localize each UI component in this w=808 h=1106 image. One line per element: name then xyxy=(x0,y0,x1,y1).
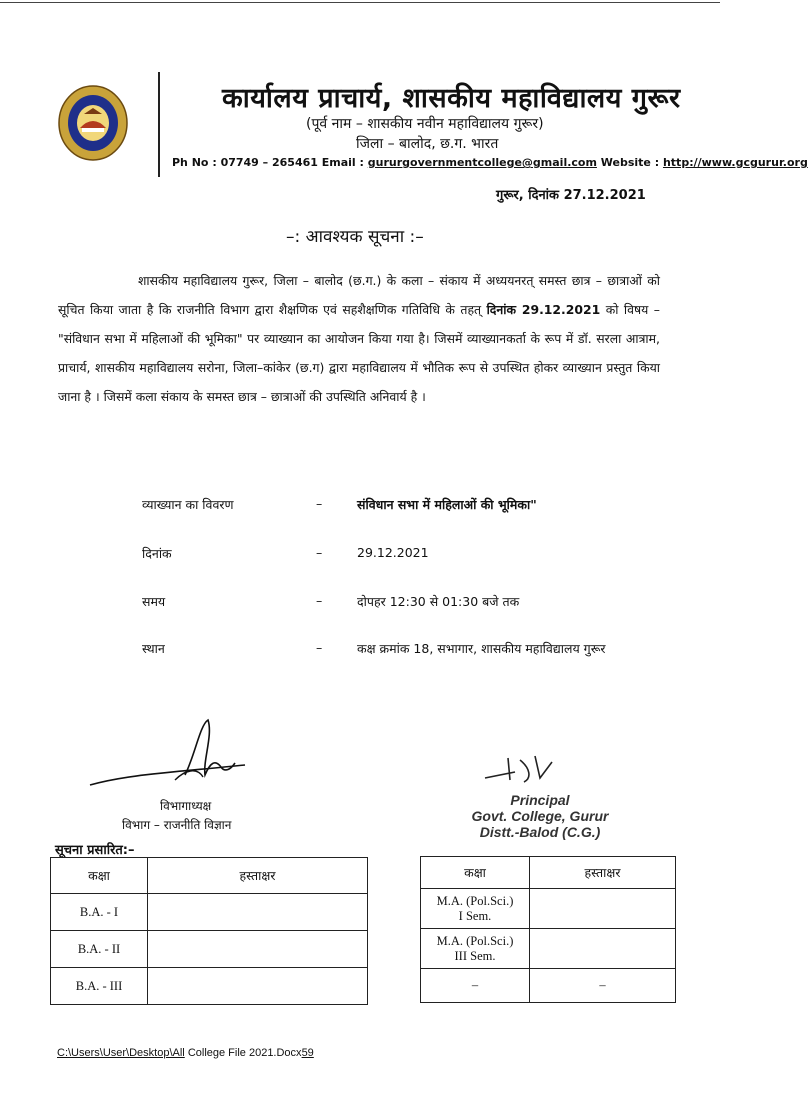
file-name: College File 2021.Docx xyxy=(184,1047,302,1059)
phone-label: Ph No : xyxy=(172,156,217,169)
detail-dash: – xyxy=(316,545,323,560)
detail-label: स्थान xyxy=(142,641,165,656)
detail-dash: – xyxy=(316,640,323,655)
class-cell: M.A. (Pol.Sci.) I Sem. xyxy=(421,889,530,929)
class-cell: B.A. - II xyxy=(51,931,148,968)
header-signature: हस्ताक्षर xyxy=(148,858,368,894)
hod-signature xyxy=(85,715,255,795)
file-path[interactable]: C:\Users\User\Desktop\All xyxy=(57,1047,185,1059)
signature-cell xyxy=(148,894,368,931)
principal-stamp xyxy=(450,792,630,840)
file-path-footer xyxy=(57,1047,314,1059)
page-number: 59 xyxy=(301,1047,314,1059)
table-row xyxy=(421,889,676,929)
phone: 07749 – 265461 xyxy=(220,156,318,169)
stamp-line2: Govt. College, Gurur xyxy=(471,808,609,824)
contact-line xyxy=(172,156,808,169)
header-divider xyxy=(158,72,160,177)
class-cell: B.A. - III xyxy=(51,968,148,1005)
website-link[interactable]: http://www.gcgurur.org xyxy=(662,156,808,169)
right-signature-table xyxy=(420,856,676,1003)
signature-cell xyxy=(530,929,676,969)
left-signature-table xyxy=(50,857,368,1005)
body-part2: को विषय – "संविधान सभा में महिलाओं की भूमिका" पर व्याख्यान का आयोजन किया गया है। जिसमें व्याख्यानकर्ता के रूप में डॉ. सरला आत्राम, प्राचार्य, शासकीय महाविद्यालय सरोना, जिला–कांकेर (छ.ग) द्वारा महाविद्यालय में भौतिक रूप से उपस्थित होकर व्याख्यान प्रस्तुत किया जाना है । जिसमें कला संकाय के समस्त छात्र – छात्राओं की उपस्थिति अनिवार्य है । xyxy=(58,302,660,404)
issue-date: गुरूर, दिनांक 27.12.2021 xyxy=(496,188,646,203)
email-link[interactable]: gururgovernmentcollege@gmail.com xyxy=(367,156,597,169)
address: जिला – बालोद, छ.ग. भारत xyxy=(356,136,499,152)
office-title: कार्यालय प्राचार्य, शासकीय महाविद्यालय गुरूर xyxy=(222,83,681,114)
email-label: Email : xyxy=(321,156,364,169)
table-row xyxy=(421,969,676,1003)
body-date-label: दिनांक xyxy=(486,302,516,317)
former-name: (पूर्व नाम – शासकीय नवीन महाविद्यालय गुरूर) xyxy=(306,116,544,132)
stamp-line1: Principal xyxy=(510,792,570,808)
top-edge-line xyxy=(0,2,720,3)
detail-dash: – xyxy=(316,593,323,608)
signature-cell xyxy=(530,889,676,929)
class-cell: – xyxy=(421,969,530,1003)
detail-value: संविधान सभा में महिलाओं की भूमिका" xyxy=(357,497,537,512)
hod-title: विभागाध्यक्ष xyxy=(160,799,212,813)
detail-label: दिनांक xyxy=(142,546,172,561)
detail-label: समय xyxy=(142,594,166,609)
table-row xyxy=(421,929,676,969)
header-signature: हस्ताक्षर xyxy=(530,857,676,889)
detail-label: व्याख्यान का विवरण xyxy=(142,497,234,512)
body-part1: शासकीय महाविद्यालय गुरूर, जिला – बालोद (छ.ग.) के कला – संकाय में अध्ययनरत् समस्त छात्र – छात्राओं को सूचित किया जाता है कि राजनीति विभाग द्वारा शैक्षणिक एवं सहशैक्षणिक गतिविधि के तहत् xyxy=(58,273,660,317)
table-row xyxy=(51,968,368,1005)
table-row xyxy=(51,931,368,968)
header-class: कक्षा xyxy=(51,858,148,894)
notice-body xyxy=(58,266,660,411)
table-row xyxy=(51,894,368,931)
circulated-label: सूचना प्रसारित:– xyxy=(55,843,135,858)
hod-dept: विभाग – राजनीति विज्ञान xyxy=(122,818,232,832)
detail-value: कक्ष क्रमांक 18, सभागार, शासकीय महाविद्यालय गुरूर xyxy=(357,641,606,656)
principal-signature xyxy=(480,750,560,792)
signature-cell xyxy=(148,931,368,968)
detail-dash: – xyxy=(316,496,323,511)
website-label: Website : xyxy=(600,156,660,169)
college-logo xyxy=(58,84,128,162)
signature-cell: – xyxy=(530,969,676,1003)
notice-heading: –: आवश्यक सूचना :– xyxy=(286,227,424,247)
header-class: कक्षा xyxy=(421,857,530,889)
detail-value: 29.12.2021 xyxy=(357,545,429,560)
signature-cell xyxy=(148,968,368,1005)
class-cell: B.A. - I xyxy=(51,894,148,931)
stamp-line3: Distt.-Balod (C.G.) xyxy=(479,824,601,840)
class-cell: M.A. (Pol.Sci.) III Sem. xyxy=(421,929,530,969)
body-date: 29.12.2021 xyxy=(521,302,601,317)
detail-value: दोपहर 12:30 से 01:30 बजे तक xyxy=(357,594,520,609)
